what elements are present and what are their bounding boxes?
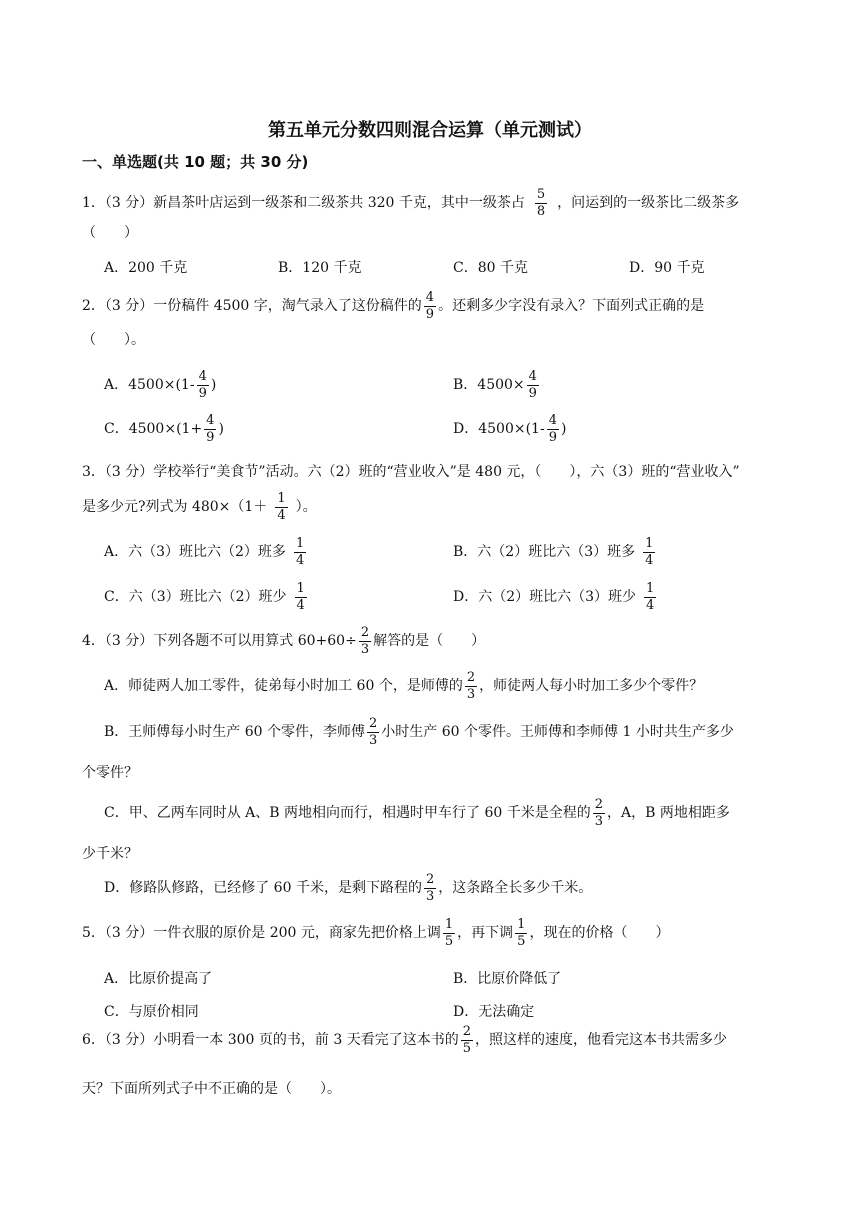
q3-option-c: C．六（3）班比六（2）班少 $\frac{1}{4}$	[104, 581, 305, 613]
q1-option-c: C．80 千克	[453, 260, 528, 276]
q2-stem-cont: （ ）。	[82, 332, 145, 348]
q4-option-c: C．甲、乙两车同时从 A、B 两地相向而行，相遇时甲车行了 60 千米是全程的 $\frac{2}{3}$ ，A，B 两地相距多	[104, 797, 730, 829]
fraction: $\frac{4}{9}$	[425, 290, 435, 322]
q4-option-b-cont: 个零件？	[82, 765, 138, 781]
q6-stem: 6．（3 分）小明看一本 300 页的书，前 3 天看完了这本书的 $\frac{2}{5}$ ，照这样的速度，他看完这本书共需多少	[82, 1024, 727, 1056]
q5-stem: 5．（3 分）一件衣服的原价是 200 元，商家先把价格上调 $\frac{1}{5}$ ，再下调 $\frac{1}{5}$ ，现在的价格（ ）	[82, 917, 670, 949]
fraction: $\frac{1}{4}$	[646, 581, 655, 613]
q1-stem: 1．（3 分）新昌茶叶店运到一级茶和二级茶共 320 千克，其中一级茶占 $\frac{5}{8}$ ，问运到的一级茶比二级茶多	[82, 187, 740, 219]
q3-option-a: A．六（3）班比六（2）班多 $\frac{1}{4}$	[104, 536, 305, 568]
q2-option-b: B．4500× $\frac{4}{9}$	[453, 369, 537, 401]
q1-option-d: D．90 千克	[629, 260, 705, 276]
fraction: $\frac{2}{3}$	[369, 716, 378, 748]
q3-option-d: D．六（2）班比六（3）班少 $\frac{1}{4}$	[453, 581, 655, 613]
q2-option-a: A．4500×(1- $\frac{4}{9}$ )	[104, 369, 217, 401]
q3-stem-cont: 是多少元?列式为 480×（1＋ $\frac{1}{4}$ ）。	[82, 491, 317, 523]
fraction: $\frac{4}{9}$	[198, 369, 207, 401]
fraction: $\frac{2}{3}$	[360, 625, 370, 657]
q1-stem-cont: （ ）	[82, 225, 138, 241]
q6-stem-cont: 天？下面所列式子中不正确的是（ ）。	[82, 1081, 341, 1097]
fraction: $\frac{5}{8}$	[536, 187, 546, 219]
page-title: 第五单元分数四则混合运算（单元测试）	[268, 120, 592, 141]
q3-stem: 3．（3 分）学校举行“美食节”活动。六（2）班的“营业收入”是 480 元，（ ），六（3）班的“营业收入”	[82, 464, 740, 480]
q4-option-c-cont: 少千米？	[82, 846, 138, 862]
q1-option-b: B．120 千克	[278, 260, 362, 276]
q5-option-c: C．与原价相同	[104, 1004, 199, 1020]
q2-stem: 2．（3 分）一份稿件 4500 字，淘气录入了这份稿件的 $\frac{4}{9}$ 。还剩多少字没有录入？下面列式正确的是	[82, 290, 705, 322]
fraction: $\frac{2}{3}$	[466, 670, 476, 702]
fraction: $\frac{4}{9}$	[528, 369, 537, 401]
fraction: $\frac{4}{9}$	[206, 413, 215, 445]
q2-option-c: C．4500×(1+ $\frac{4}{9}$ )	[104, 413, 224, 445]
q3-option-b: B．六（2）班比六（3）班多 $\frac{1}{4}$	[453, 536, 654, 568]
q4-stem: 4．（3 分）下列各题不可以用算式 60+60÷ $\frac{2}{3}$ 解答的是（ ）	[82, 625, 486, 657]
fraction: $\frac{2}{3}$	[594, 797, 604, 829]
fraction: $\frac{4}{9}$	[548, 413, 557, 445]
fraction: $\frac{1}{4}$	[296, 581, 305, 613]
fraction: $\frac{1}{5}$	[444, 917, 454, 949]
q1-option-a: A．200 千克	[104, 260, 188, 276]
q5-option-a: A．比原价提高了	[104, 971, 213, 987]
fraction: $\frac{2}{3}$	[425, 872, 435, 904]
q4-option-a: A．师徒两人加工零件，徒弟每小时加工 60 个，是师傅的 $\frac{2}{3}$ ，师徒两人每小时加工多少个零件？	[104, 670, 704, 702]
fraction: $\frac{2}{5}$	[462, 1024, 471, 1056]
fraction: $\frac{1}{4}$	[277, 491, 286, 523]
fraction: $\frac{1}{4}$	[645, 536, 654, 568]
q5-option-d: D．无法确定	[453, 1004, 535, 1020]
fraction: $\frac{1}{4}$	[295, 536, 305, 568]
section-heading: 一、单选题(共 10 题；共 30 分)	[82, 153, 309, 171]
fraction: $\frac{1}{5}$	[517, 917, 526, 949]
q4-option-b: B．王师傅每小时生产 60 个零件，李师傅 $\frac{2}{3}$ 小时生产 60 个零件。王师傅和李师傅 1 小时共生产多少	[104, 716, 734, 748]
q5-option-b: B．比原价降低了	[453, 971, 562, 987]
q4-option-d: D．修路队修路，已经修了 60 千米，是剩下路程的 $\frac{2}{3}$ ，这条路全长多少千米。	[104, 872, 593, 904]
q2-option-d: D．4500×(1- $\frac{4}{9}$ )	[453, 413, 567, 445]
